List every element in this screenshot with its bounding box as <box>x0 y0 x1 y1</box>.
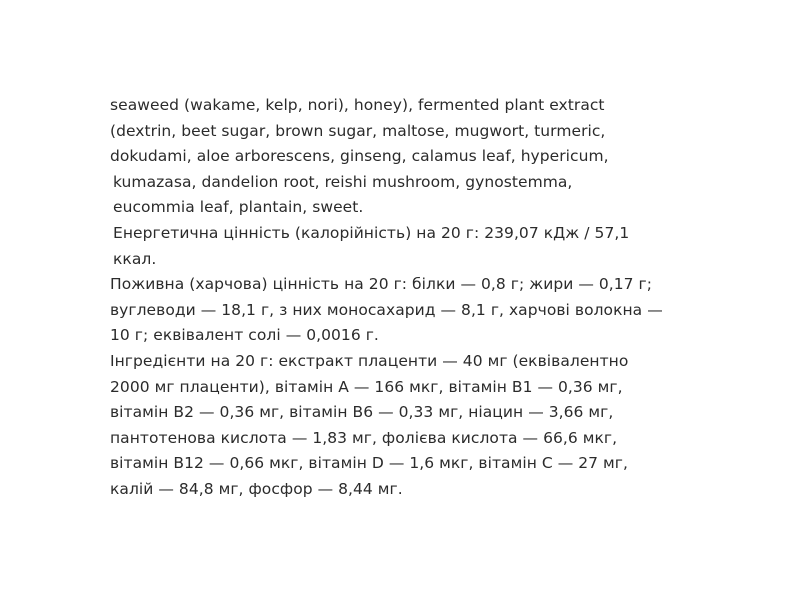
ingredients-line: пантотенова кислота — 1,83 мг, фолієва кислота — 66,6 мкг, <box>110 428 618 447</box>
ingredients-line: вітамін B2 — 0,36 мг, вітамін B6 — 0,33 мг, ніацин — 3,66 мг, <box>110 403 614 422</box>
text-line: seaweed (wakame, kelp, nori), honey), fermented plant extract <box>110 96 605 114</box>
nutrition-value-line: Поживна (харчова) цінність на 20 г: білки — 0,8 г; жири — 0,17 г; <box>110 275 653 294</box>
ingredients-line: 2000 мг плаценти), вітамін A — 166 мкг, вітамін B1 — 0,36 мг, <box>110 377 623 396</box>
nutrition-value-line: 10 г; еквівалент солі — 0,0016 г. <box>110 326 379 345</box>
text-line: dokudami, aloe arborescens, ginseng, calamus leaf, hypericum, <box>110 147 609 166</box>
ingredients-line: Інгредієнти на 20 г: екстракт плаценти — 40 мг (еквівалентно <box>110 351 629 370</box>
text-line: eucommia leaf, plantain, sweet. <box>113 198 364 217</box>
text-line: kumazasa, dandelion root, reishi mushroom, gynostemma, <box>113 172 573 191</box>
text-line: (dextrin, beet sugar, brown sugar, maltose, mugwort, turmeric, <box>110 121 606 140</box>
energy-value-line: Енергетична цінність (калорійність) на 20 г: 239,07 кДж / 57,1 <box>113 223 630 242</box>
ingredients-text-block <box>110 93 710 503</box>
nutrition-value-line: вуглеводи — 18,1 г, з них моносахарид — 8,1 г, харчові волокна — <box>110 300 663 319</box>
ingredients-line: калій — 84,8 мг, фосфор — 8,44 мг. <box>110 479 403 498</box>
energy-value-line: ккал. <box>113 249 157 268</box>
ingredients-line: вітамін B12 — 0,66 мкг, вітамін D — 1,6 мкг, вітамін C — 27 мг, <box>110 454 628 473</box>
